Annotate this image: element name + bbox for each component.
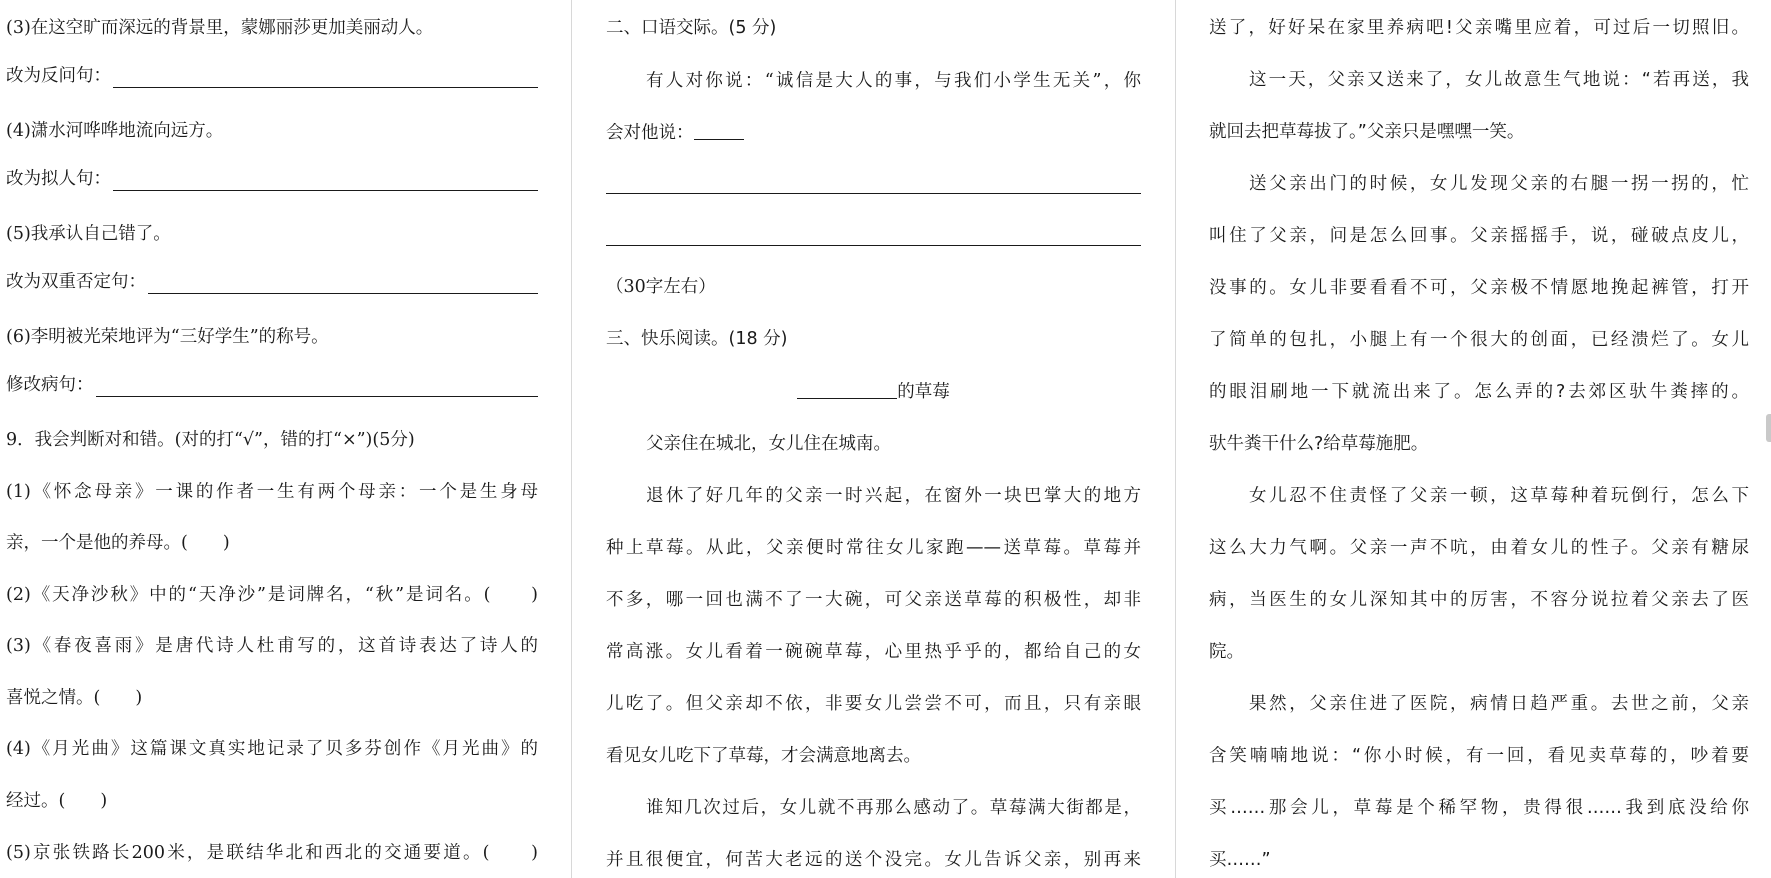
judge-item-1-cont[interactable]: 亲，一个是他的养母。( ): [6, 533, 230, 553]
passage-line: 并且很便宜，何苦大老远的送个没完。女儿告诉父亲，别再来: [606, 850, 1141, 870]
title-blank[interactable]: [797, 380, 897, 399]
passage-paragraph: 送父亲出门的时候，女儿发现父亲的右腿一拐一拐的，忙: [1249, 174, 1749, 194]
passage-line: 看见女儿吃下了草莓，才会满意地离去。: [606, 746, 921, 766]
passage-paragraph: 退休了好几年的父亲一时兴起，在窗外一块巴掌大的地方: [646, 486, 1141, 506]
judge-item-3: (3)《春夜喜雨》是唐代诗人杜甫写的，这首诗表达了诗人的: [6, 636, 538, 656]
passage-paragraph: 父亲住在城北，女儿住在城南。: [646, 434, 891, 454]
word-count-note: （30字左右）: [606, 277, 716, 297]
answer-line-correction[interactable]: [6, 373, 538, 397]
passage-line: 这么大力气啊。父亲一声不吭，由着女儿的性子。父亲有糖尿: [1209, 538, 1749, 558]
exercise-sentence-6: (6)李明被光荣地评为“三好学生”的称号。: [6, 327, 329, 347]
answer-rule: [113, 67, 538, 88]
passage-line: 院。: [1209, 642, 1244, 662]
exercise-sentence-5: (5)我承认自己错了。: [6, 224, 171, 244]
column-right: [1209, 0, 1749, 878]
column-left: [6, 0, 538, 878]
passage-line: 驮牛粪干什么?给草莓施肥。: [1209, 434, 1429, 454]
passage-paragraph: 这一天，父亲又送来了，女儿故意生气地说：“若再送，我: [1249, 70, 1749, 90]
answer-label: 改为反问句：: [6, 66, 111, 86]
oral-prompt-text: 会对他说：: [606, 123, 694, 143]
judge-item-2[interactable]: (2)《天净沙秋》中的“天净沙”是词牌名，“秋”是词名。( ): [6, 585, 538, 605]
passage-line: 买……那会儿，草莓是个稀罕物，贵得很……我到底没给你: [1209, 798, 1749, 818]
answer-rule: [113, 170, 538, 191]
passage-line: 就回去把草莓拔了。”父亲只是嘿嘿一笑。: [1209, 122, 1525, 142]
question-9-heading: 9．我会判断对和错。(对的打“√”，错的打“×”)(5分): [6, 430, 415, 450]
passage-line: 没事的。女儿非要看看不可，父亲极不情愿地挽起裤管，打开: [1209, 278, 1749, 298]
column-divider: [571, 0, 572, 878]
exercise-sentence-4: (4)潇水河哗哗地流向远方。: [6, 121, 224, 141]
answer-label: 改为双重否定句：: [6, 272, 146, 292]
passage-paragraph: 谁知几次过后，女儿就不再那么感动了。草莓满大街都是，: [646, 798, 1141, 818]
judge-item-3-cont[interactable]: 喜悦之情。( ): [6, 688, 143, 708]
passage-line: 含笑喃喃地说：“你小时候，有一回，看见卖草莓的，吵着要: [1209, 746, 1749, 766]
passage-line: 买……”: [1209, 850, 1271, 870]
section-3-heading: 三、快乐阅读。(18 分): [606, 329, 788, 349]
exercise-sentence-3: (3)在这空旷而深远的背景里，蒙娜丽莎更加美丽动人。: [6, 18, 434, 38]
passage-line: 常高涨。女儿看着一碗碗草莓，心里热乎乎的，都给自己的女: [606, 642, 1141, 662]
answer-line[interactable]: [606, 193, 1141, 194]
judge-item-4-cont[interactable]: 经过。( ): [6, 791, 108, 811]
answer-blank[interactable]: [694, 121, 744, 140]
passage-line: 的眼泪刷地一下就流出来了。怎么弄的?去郊区驮牛粪摔的。: [1209, 382, 1749, 402]
answer-rule: [96, 376, 539, 397]
judge-item-4: (4)《月光曲》这篇课文真实地记录了贝多芬创作《月光曲》的: [6, 739, 538, 759]
answer-line-double-negative[interactable]: [6, 270, 538, 294]
answer-label: 改为拟人句：: [6, 169, 111, 189]
answer-rule: [148, 273, 538, 294]
oral-prompt-cont: [606, 121, 1141, 145]
passage-line: 儿吃了。但父亲却不依，非要女儿尝尝不可，而且，只有亲眼: [606, 694, 1141, 714]
passage-line: 不多，哪一回也满不了一大碗，可父亲送草莓的积极性，却非: [606, 590, 1141, 610]
passage-title: [606, 380, 1141, 404]
passage-line: 了简单的包扎，小腿上有一个很大的创面，已经溃烂了。女儿: [1209, 330, 1749, 350]
passage-line: 病，当医生的女儿深知其中的厉害，不容分说拉着父亲去了医: [1209, 590, 1749, 610]
judge-item-1: (1)《怀念母亲》一课的作者一生有两个母亲：一个是生身母: [6, 482, 538, 502]
answer-line-personification[interactable]: [6, 167, 538, 191]
answer-line-rhetorical[interactable]: [6, 64, 538, 88]
oral-prompt: 有人对你说：“诚信是大人的事，与我们小学生无关”，你: [646, 71, 1141, 91]
passage-line: 叫住了父亲，问是怎么回事。父亲摇摇手，说，碰破点皮儿，: [1209, 226, 1749, 246]
section-2-heading: 二、口语交际。(5 分): [606, 18, 777, 38]
passage-paragraph: 女儿忍不住责怪了父亲一顿，这草莓种着玩倒行，怎么下: [1249, 486, 1749, 506]
judge-item-5[interactable]: (5)京张铁路长200米，是联结华北和西北的交通要道。( ): [6, 843, 538, 863]
passage-paragraph: 果然，父亲住进了医院，病情日趋严重。去世之前，父亲: [1249, 694, 1749, 714]
column-divider: [1175, 0, 1176, 878]
column-middle: [606, 0, 1141, 878]
scrollbar-handle[interactable]: [1766, 414, 1771, 442]
answer-label: 修改病句：: [6, 375, 94, 395]
passage-line: 送了，好好呆在家里养病吧!父亲嘴里应着，可过后一切照旧。: [1209, 18, 1749, 38]
passage-line: 种上草莓。从此，父亲便时常往女儿家跑——送草莓。草莓并: [606, 538, 1141, 558]
answer-line[interactable]: [606, 245, 1141, 246]
title-suffix: 的草莓: [897, 382, 950, 402]
